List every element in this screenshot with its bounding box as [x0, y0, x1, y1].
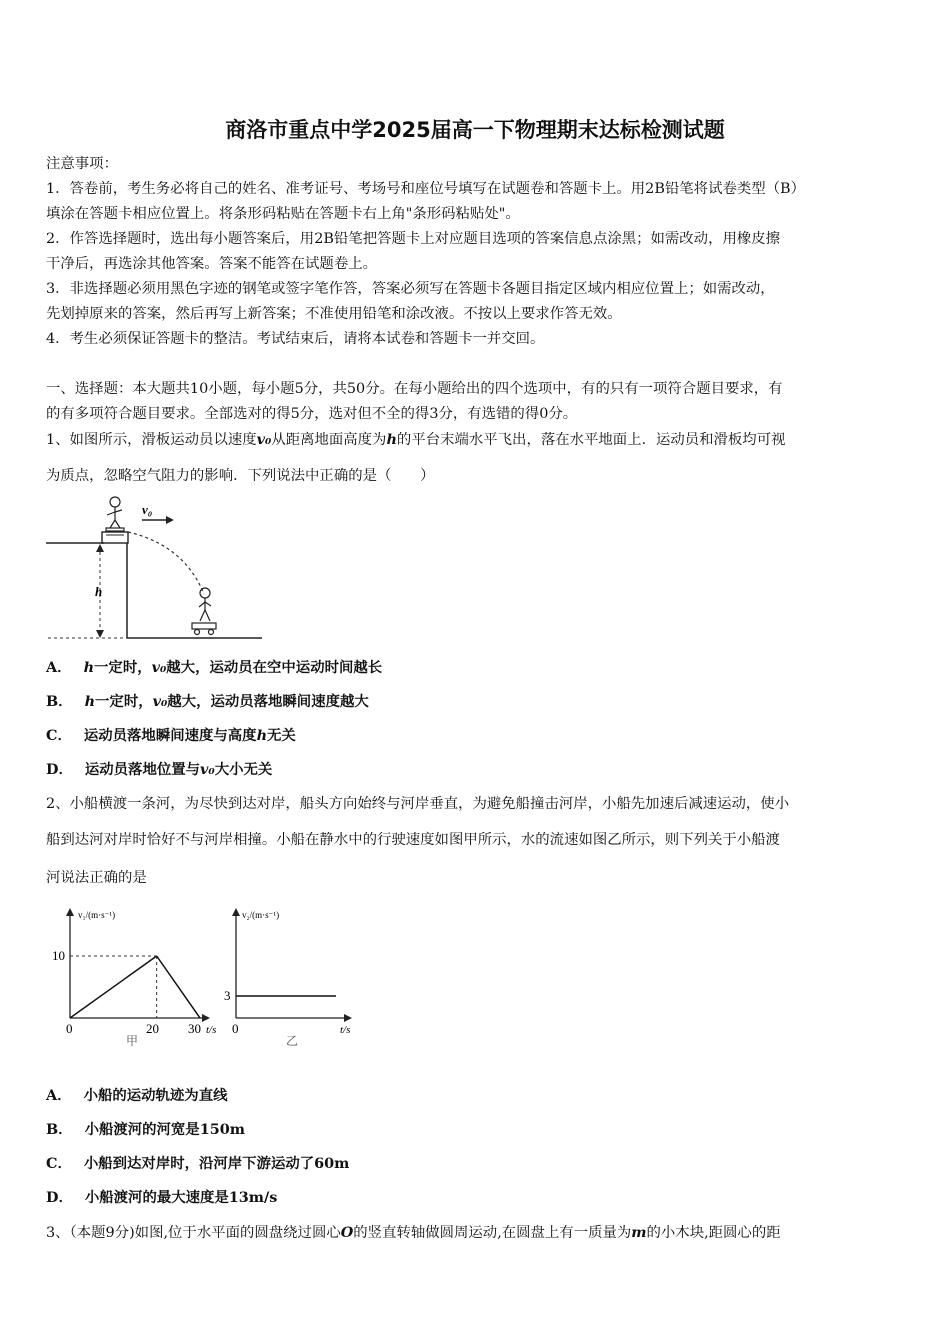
- notice-line: 填涂在答题卡相应位置上。将条形码粘贴在答题卡右上角"条形码粘贴处"。: [46, 206, 520, 222]
- chart-yi: [222, 900, 362, 1060]
- chart-jia: [46, 900, 221, 1060]
- y-axis-label: v₁/(m·s⁻¹): [78, 910, 116, 920]
- chart-caption: 甲: [126, 1034, 139, 1048]
- platform-edge: [102, 532, 128, 543]
- x-tick-30: 30: [188, 1021, 201, 1036]
- q1-option-b: B． h一定时，v₀越大，运动员落地瞬间速度越大: [46, 693, 369, 710]
- chart-caption: 乙: [286, 1034, 299, 1048]
- x-tick-20: 20: [146, 1021, 159, 1036]
- velocity-label: v₀: [142, 502, 153, 517]
- notice-line: 2．作答选择题时，选出每小题答案后，用2B铅笔把答题卡上对应题目选项的答案信息点涂黑；如需改动，用橡皮擦: [46, 231, 781, 247]
- skater-start-icon: [106, 497, 124, 531]
- q2-option-b: B． 小船渡河的河宽是150m: [46, 1121, 245, 1138]
- notice-line: 3．非选择题必须用黑色字迹的钢笔或签字笔作答，答案必须写在答题卡各题目指定区域内相应位置上；如需改动，: [46, 281, 775, 297]
- q2-option-d: D． 小船渡河的最大速度是13m/s: [46, 1189, 278, 1206]
- section-heading: 的有多项符合题目要求。全部选对的得5分，选对但不全的得3分，有选错的得0分。: [46, 406, 578, 422]
- height-label: h: [95, 584, 103, 599]
- q2-option-a: A． 小船的运动轨迹为直线: [46, 1087, 228, 1104]
- section-heading: 一、选择题：本大题共10小题，每小题5分，共50分。在每小题给出的四个选项中，有的只有一项符合题目要求，有: [46, 381, 783, 397]
- notice-heading: 注意事项：: [46, 156, 118, 172]
- notice-line: 先划掉原来的答案，然后再写上新答案；不准使用铅笔和涂改液。不按以上要求作答无效。: [46, 306, 622, 322]
- q2-option-c: C． 小船到达对岸时，沿河岸下游运动了60m: [46, 1155, 350, 1172]
- question-2-text: 河说法正确的是: [46, 870, 147, 886]
- y-tick-3: 3: [224, 988, 231, 1003]
- skateboard-figure: [44, 490, 274, 650]
- q1-option-a: A． h一定时，v₀越大，运动员在空中运动时间越长: [46, 659, 383, 676]
- notice-line: 4．考生必须保证答题卡的整洁。考试结束后，请将本试卷和答题卡一并交回。: [46, 331, 545, 347]
- skater-landing-icon: [192, 588, 216, 635]
- question-1-text: 为质点，忽略空气阻力的影响．下列说法中正确的是（ ）: [46, 468, 435, 484]
- trajectory-path: [128, 532, 204, 594]
- y-tick-10: 10: [52, 948, 65, 963]
- q1-option-c: C． 运动员落地瞬间速度与高度h无关: [46, 727, 296, 744]
- x-tick-0: 0: [232, 1021, 239, 1036]
- question-1-text: 1、如图所示，滑板运动员以速度v₀从距离地面高度为h的平台末端水平飞出，落在水平地面上．运动员和滑板均可视: [46, 431, 786, 448]
- notice-line: 1．答卷前，考生务必将自己的姓名、准考证号、考场号和座位号填写在试题卷和答题卡上。用2B铅笔将试卷类型（B）: [46, 181, 805, 197]
- x-tick-0: 0: [66, 1021, 73, 1036]
- series-line: [157, 956, 200, 1018]
- page-title: 商洛市重点中学2025届高一下物理期末达标检测试题: [225, 118, 725, 142]
- y-axis-label: v₂/(m·s⁻¹): [242, 910, 280, 920]
- q1-option-d: D． 运动员落地位置与v₀大小无关: [46, 761, 273, 778]
- notice-line: 干净后，再选涂其他答案。答案不能答在试题卷上。: [46, 256, 377, 272]
- question-2-text: 2、小船横渡一条河，为尽快到达对岸，船头方向始终与河岸垂直，为避免船撞击河岸，小船先加速后减速运动，使小: [46, 796, 790, 812]
- x-axis-label: t/s: [340, 1024, 351, 1036]
- question-3-text: 3、（本题9分)如图,位于水平面的圆盘绕过圆心O的竖直转轴做圆周运动,在圆盘上有一质量为m的小木块,距圆心的距: [46, 1224, 781, 1241]
- series-line: [70, 956, 157, 1018]
- x-axis-label: t/s: [206, 1024, 217, 1036]
- question-2-text: 船到达河对岸时恰好不与河岸相撞。小船在静水中的行驶速度如图甲所示，水的流速如图乙所示，则下列关于小船渡: [46, 832, 780, 848]
